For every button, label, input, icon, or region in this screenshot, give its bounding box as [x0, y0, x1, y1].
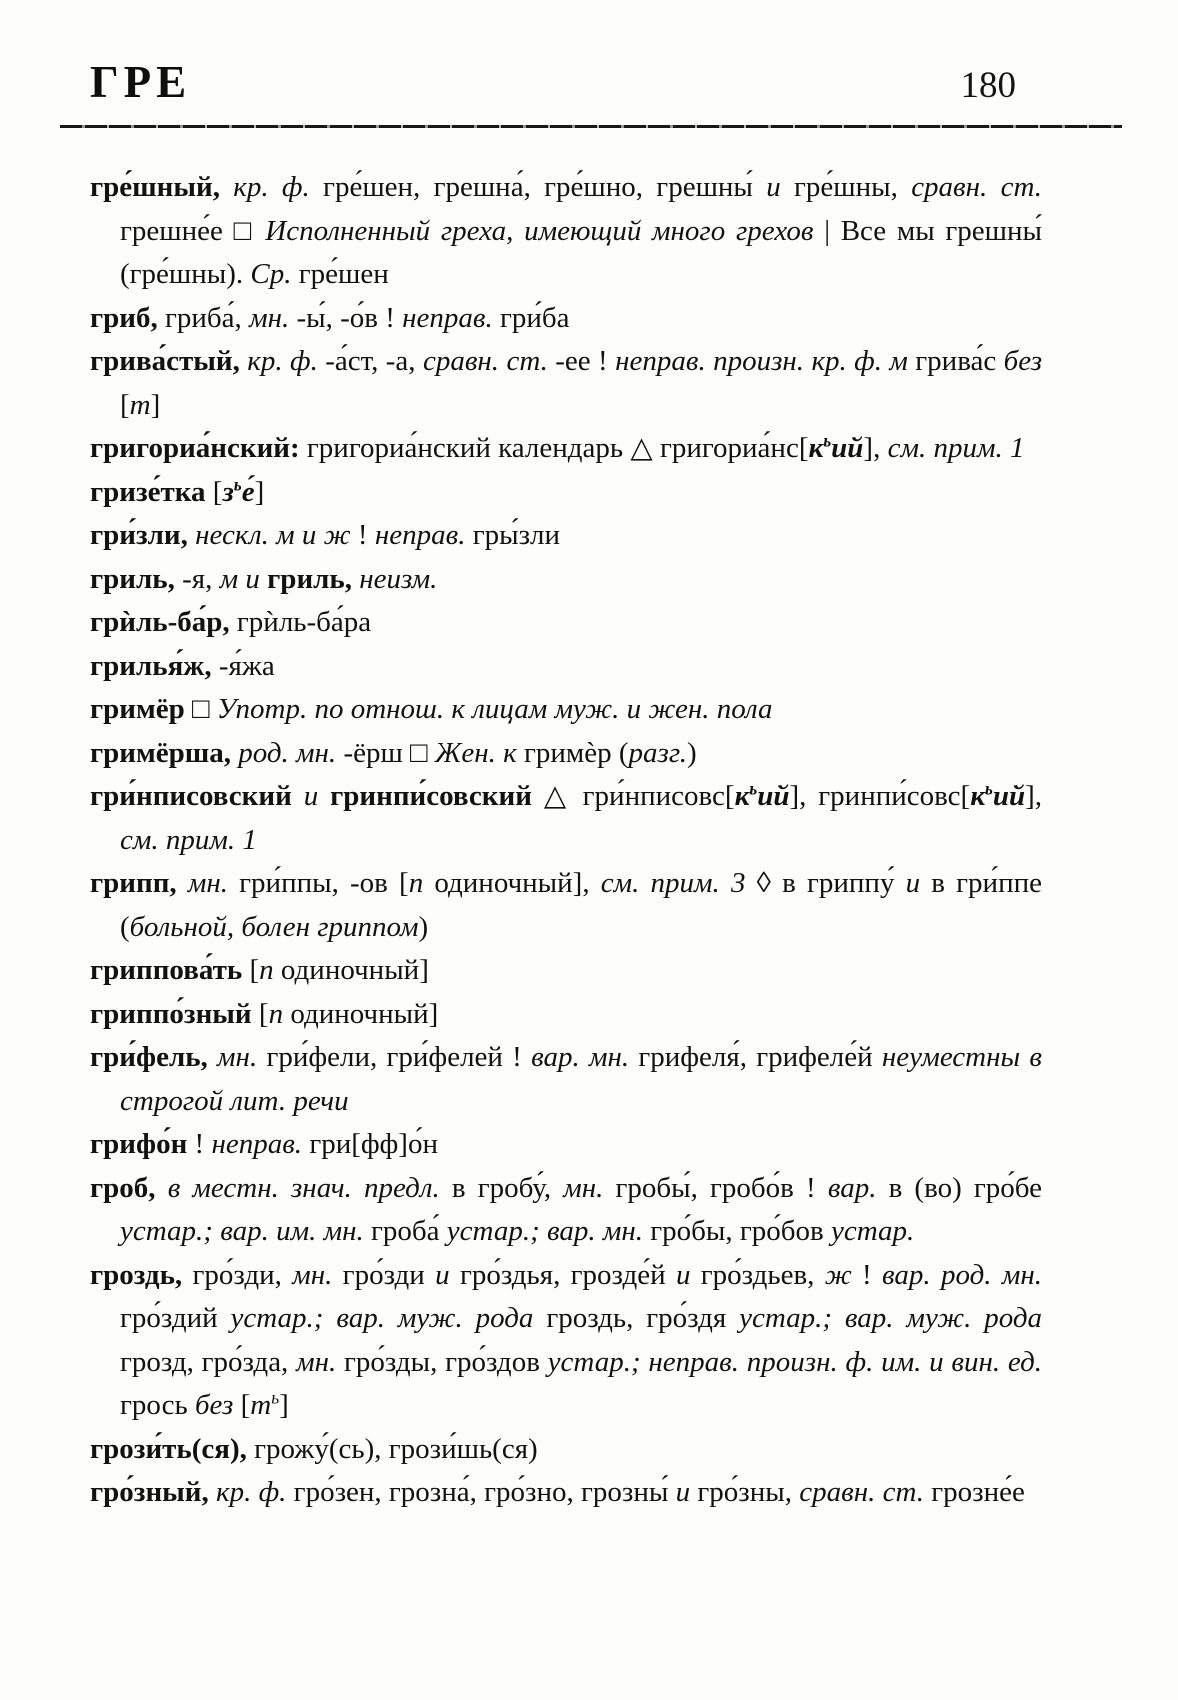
dictionary-entry [90, 1428, 1042, 1472]
entry-segment: ь [823, 430, 832, 451]
entry-segment: без [194, 1389, 241, 1421]
entry-segment: [ [212, 475, 223, 508]
entry-segment: грифеля́, грифеле́й [638, 1041, 882, 1073]
entry-segment: неправ. [402, 301, 500, 334]
entry-segment: устар. [831, 1215, 915, 1247]
entry-segment: см. прим. 1 [120, 823, 257, 856]
entry-segment: Употр. по отнош. к лицам муж. и жен. пола [216, 693, 773, 725]
entry-segment: сравн. ст. [911, 171, 1043, 203]
entry-segment: одиночный], [434, 867, 601, 899]
entry-segment: -ёрш □ [343, 736, 435, 769]
entry-segment: гро́зди [342, 1258, 436, 1291]
dictionary-entry [90, 645, 1042, 689]
entry-segment: грось [120, 1389, 195, 1421]
dictionary-entry [90, 1123, 1042, 1167]
entry-segment: гро́бы, гро́бов [650, 1215, 831, 1247]
dictionary-entry [90, 340, 1042, 427]
entry-segment: неизм. [359, 562, 438, 595]
running-head: ГРЕ [90, 57, 192, 107]
entry-segment: григориа́нский календарь △ григориа́нс[ [306, 432, 809, 464]
entry-segment: род. мн. [238, 736, 344, 769]
entry-segment: грозд, гро́зда, [120, 1345, 297, 1378]
entry-segment: ь [271, 1387, 280, 1408]
entry-segment: мн. [296, 1345, 345, 1378]
entry-segment: ) [418, 910, 429, 943]
entry-segment: гриба́, [165, 301, 250, 334]
headword: грози́ть(ся), [90, 1432, 255, 1465]
dictionary-entry [90, 993, 1042, 1037]
entry-segment: гриль, [267, 562, 360, 595]
entry-segment: и [766, 171, 781, 203]
headword: грива́стый, [90, 345, 248, 377]
entry-segment: гри́ба [499, 301, 570, 334]
entry-segment: гроздь, гро́здя [546, 1302, 740, 1334]
entry-segment: -я, [182, 562, 220, 595]
entry-segment: гро́здьев, [700, 1258, 825, 1291]
headword: гриб, [90, 301, 166, 334]
entry-segment: см. прим. 1 [887, 432, 1025, 464]
entry-segment: | Все мы грешны́ (гре́шны). [120, 214, 1042, 290]
entry-segment: -я́жа [218, 649, 275, 682]
entry-segment: ! [357, 519, 375, 551]
entry-segment: м и [219, 562, 268, 595]
entry-segment: гро́зды, гро́здов [344, 1345, 548, 1378]
headword: гре́шный, [90, 171, 234, 203]
entry-segment: кр. ф. [216, 1476, 294, 1508]
entry-segment: ] [279, 1389, 289, 1421]
dictionary-entry [90, 427, 1042, 471]
entry-segment: вар. [827, 1171, 889, 1204]
headword: гриль, [90, 562, 183, 595]
entry-segment: мн. [249, 301, 297, 334]
entry-segment: грожу́(сь), грози́шь(ся) [254, 1432, 538, 1465]
entry-segment: ], гринпи́совс[ [789, 780, 971, 812]
entry-segment: ! [862, 1258, 883, 1291]
entry-segment: [ [120, 388, 130, 421]
dictionary-entry [90, 471, 1042, 515]
entries-list [90, 166, 1042, 1515]
entry-segment: в гробу́, [451, 1171, 564, 1204]
dictionary-entry [90, 1254, 1042, 1428]
dictionary-entry [90, 1471, 1042, 1515]
dictionary-entry [90, 1036, 1042, 1123]
entry-segment: неправ. произн. кр. ф. м [615, 345, 916, 377]
entry-segment: ж [824, 1258, 863, 1291]
dictionary-entry [90, 1167, 1042, 1254]
entry-segment: и [303, 780, 331, 812]
entry-segment: п [268, 997, 291, 1030]
entry-segment: [ [258, 997, 269, 1030]
entry-segment: Ср. [250, 258, 299, 290]
entry-segment: гри́фели, гри́фелей ! [266, 1041, 532, 1073]
entry-segment: к [970, 780, 985, 812]
entry-segment: ь [749, 778, 758, 799]
entry-segment: мн. [563, 1171, 616, 1204]
entry-segment: е́ [241, 475, 255, 508]
headword: гриппова́ть [90, 954, 250, 986]
headword: гриппо́зный [90, 997, 259, 1030]
entry-segment: к [808, 432, 824, 464]
entry-segment: ◊ в гриппу́ [756, 867, 906, 899]
headword: грилья́ж, [90, 649, 219, 682]
entry-segment: п [408, 867, 435, 899]
page-header [62, 56, 1122, 108]
headword: гро́зный, [90, 1476, 217, 1508]
entry-segment: [ [240, 1389, 251, 1421]
entry-segment: устар.; вар. мн. [446, 1215, 651, 1247]
entry-segment: сравн. ст. [799, 1476, 932, 1508]
headword: гроб, [90, 1171, 168, 1204]
entry-segment: ь [233, 473, 242, 494]
page-number: 180 [960, 65, 1016, 106]
entry-segment: и [905, 867, 932, 899]
entry-segment: гро́зен, грозна́, гро́зно, грозны́ [293, 1476, 676, 1508]
entry-segment: гробы́, гробо́в ! [615, 1171, 828, 1204]
dictionary-entry [90, 601, 1042, 645]
entry-segment: и [675, 1476, 698, 1508]
headword: гримёр [90, 693, 193, 725]
entry-segment: ий [992, 780, 1026, 812]
dictionary-entry [90, 732, 1042, 776]
entry-segment: т [250, 1389, 272, 1421]
entry-segment: и [435, 1258, 460, 1291]
headword: грифо́н [90, 1128, 195, 1160]
headword: гризе́тка [90, 475, 213, 508]
entry-segment: и [675, 1258, 701, 1291]
entry-segment: одиночный] [280, 954, 429, 986]
dictionary-entry [90, 514, 1042, 558]
entry-segment: устар.; неправ. произн. ф. им. и вин. ед. [547, 1345, 1042, 1378]
entry-segment: неуместны в строгой лит. речи [120, 1041, 1042, 1117]
entry-segment: ий [757, 780, 790, 812]
entry-segment: -ее ! [555, 345, 616, 377]
headword: гроздь, [90, 1258, 193, 1291]
entry-segment: неправ. [211, 1128, 310, 1160]
entry-segment: ], [863, 432, 888, 464]
entry-segment: гроба́ [371, 1215, 447, 1247]
dictionary-entry [90, 558, 1042, 602]
headword: гри́фель, [90, 1041, 218, 1073]
entry-segment: гры́зли [472, 519, 561, 551]
entry-segment: устар.; вар. муж. рода [230, 1302, 547, 1334]
entry-segment: ] [254, 475, 265, 508]
headword: грипп, [90, 867, 188, 899]
entry-segment: мн. [292, 1258, 343, 1291]
dictionary-entry [90, 949, 1042, 993]
entry-segment: грешне́е □ [120, 214, 266, 247]
header-rule [60, 125, 1122, 128]
entry-segment: в местн. знач. предл. [167, 1171, 452, 1204]
entry-segment: ) [687, 736, 697, 769]
entry-segment: □ [192, 693, 217, 725]
entry-segment: грива́с [915, 345, 1004, 377]
entry-segment: з [222, 475, 234, 508]
dictionary-entry [90, 297, 1042, 341]
entry-segment: △ гри́нписовс[ [543, 780, 735, 812]
entry-segment: -а́ст, -а, [325, 345, 423, 377]
headword: гри́зли, [90, 519, 196, 551]
entry-segment: см. прим. 3 [600, 867, 757, 899]
entry-segment: гри́ппы, -ов [ [239, 867, 409, 899]
dictionary-entry [90, 166, 1042, 297]
entry-segment: гри[фф]о́н [309, 1128, 438, 1160]
entry-segment: неправ. [374, 519, 473, 551]
entry-segment: в (во) гро́бе [888, 1171, 1042, 1204]
entry-segment: кр. ф. [247, 345, 326, 377]
entry-segment: гро́здья, грозде́й [459, 1258, 676, 1291]
entry-segment: гро́зди, [192, 1258, 293, 1291]
entry-segment: вар. род. мн. [882, 1258, 1042, 1291]
entry-segment: гре́шен, грешна́, гре́шно, грешны́ [323, 171, 767, 203]
entry-segment: в гри́ппе ( [120, 867, 1042, 943]
entry-segment: кр. ф. [233, 171, 324, 203]
dictionary-entry [90, 862, 1042, 949]
entry-segment: устар.; вар. им. мн. [120, 1215, 371, 1247]
entry-segment: гро́зны, [697, 1476, 800, 1508]
entry-segment: ий [831, 432, 864, 464]
entry-segment: п [259, 954, 281, 986]
entry-segment: вар. мн. [531, 1041, 639, 1073]
entry-segment: ], [1025, 780, 1043, 812]
entry-segment: к [734, 780, 750, 812]
entry-segment: гре́шен [298, 258, 389, 290]
entry-segment: ] [150, 388, 161, 421]
entry-segment: устар.; вар. муж. рода [739, 1302, 1042, 1334]
entry-segment: сравн. ст. [422, 345, 556, 377]
headword: гримёрша, [90, 736, 239, 769]
entry-segment: больной, болен гриппом [129, 910, 419, 943]
dictionary-entry [90, 688, 1042, 732]
entry-segment: гре́шны, [780, 171, 912, 203]
entry-segment: мн. [187, 867, 240, 899]
entry-segment: грозне́е [931, 1476, 1025, 1508]
entry-segment: [ [249, 954, 260, 986]
entry-segment: Исполненный греха, имеющий много грехов [265, 214, 825, 247]
headword: григориа́нский: [90, 432, 307, 464]
entry-segment: одиночный] [290, 997, 439, 1030]
entry-segment: без [1003, 345, 1043, 377]
entry-segment: ! [194, 1128, 212, 1160]
entry-segment: мн. [217, 1041, 267, 1073]
entry-segment: Жен. к [434, 736, 524, 769]
dictionary-entry [90, 775, 1042, 862]
entry-segment: гро́здий [120, 1302, 231, 1334]
headword: грѝль-ба́р, [90, 606, 237, 638]
entry-segment: нескл. м и ж [195, 519, 358, 551]
entry-segment: ь [984, 778, 993, 799]
entry-segment: гримѐр ( [523, 736, 629, 769]
entry-segment: гринпи́совский [330, 780, 544, 812]
entry-segment: разг. [628, 736, 688, 769]
entry-segment: -ы́, -о́в ! [296, 301, 403, 334]
entry-segment: грѝль-ба́ра [236, 606, 372, 638]
headword: гри́нписовский [90, 780, 304, 812]
entry-segment: т [129, 388, 151, 421]
